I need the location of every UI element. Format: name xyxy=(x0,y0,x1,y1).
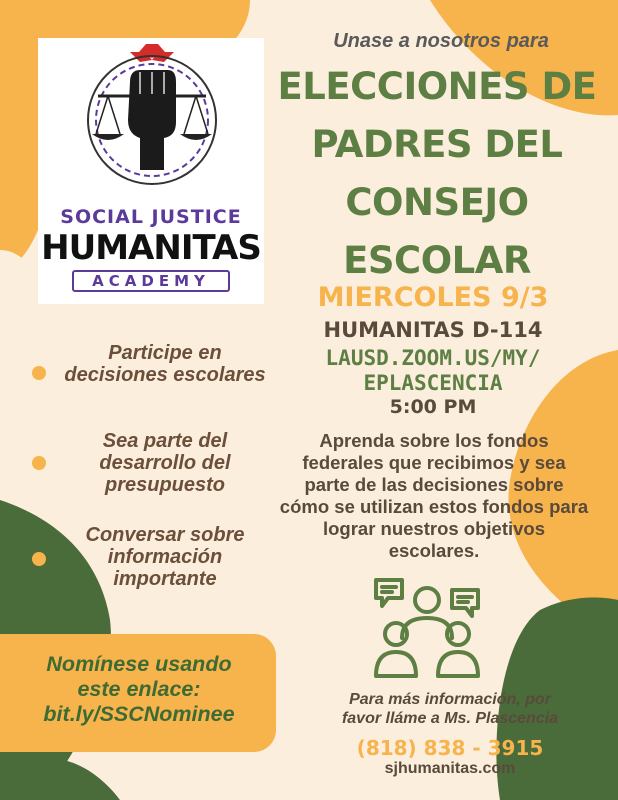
bullet-dot xyxy=(32,366,46,380)
title-line: ELECCIONES DE xyxy=(277,65,597,108)
contact-info-line: Para más información, por xyxy=(349,691,551,708)
website-link[interactable]: sjhumanitas.com xyxy=(384,760,516,777)
event-description: Aprenda sobre los fondos federales que recibimos y sea parte de las decisiones sobre cómo se utilizan estos fondos para lograr nuestros objetivos escolares. xyxy=(279,430,589,561)
bullet-item: Sea parte del desarrollo del presupuesto xyxy=(99,430,231,496)
contact-info xyxy=(300,690,600,728)
logo-line-social-justice: SOCIAL JUSTICE xyxy=(60,206,242,228)
nomination-link[interactable]: bit.ly/SSCNominee xyxy=(43,702,235,726)
title-line: CONSEJO xyxy=(345,181,529,224)
bullet-dot xyxy=(32,552,46,566)
title-line: ESCOLAR xyxy=(343,239,531,282)
nominate-line: Nomínese usando xyxy=(46,652,232,676)
bullet-dot xyxy=(32,456,46,470)
event-time: 5:00 PM xyxy=(389,396,477,418)
event-room: HUMANITAS D-114 xyxy=(323,318,543,342)
invite-text: Unase a nosotros para xyxy=(333,30,549,52)
bullet-item: Conversar sobre información importante xyxy=(85,524,245,590)
phone-number[interactable]: (818) 838 - 3915 xyxy=(356,736,544,760)
nominate-line: este enlace: xyxy=(77,677,201,701)
contact-info-line: favor lláme a Ms. Plascencia xyxy=(341,710,559,727)
bullet-item: Participe en decisiones escolares xyxy=(64,342,266,386)
event-title xyxy=(270,58,604,290)
nomination-box xyxy=(0,634,276,752)
zoom-link[interactable] xyxy=(276,346,590,396)
group-meeting-icon xyxy=(372,576,482,686)
zoom-link-line[interactable]: LAUSD.ZOOM.US/MY/ xyxy=(325,346,541,370)
school-logo xyxy=(38,38,264,304)
logo-line-humanitas: HUMANITAS xyxy=(41,228,261,268)
logo-line-academy: ACADEMY xyxy=(72,270,230,292)
title-line: PADRES DEL xyxy=(311,123,563,166)
zoom-link-line[interactable]: EPLASCENCIA xyxy=(363,371,503,395)
event-date: MIERCOLES 9/3 xyxy=(317,282,549,313)
fist-scales-seal-icon xyxy=(68,42,236,194)
